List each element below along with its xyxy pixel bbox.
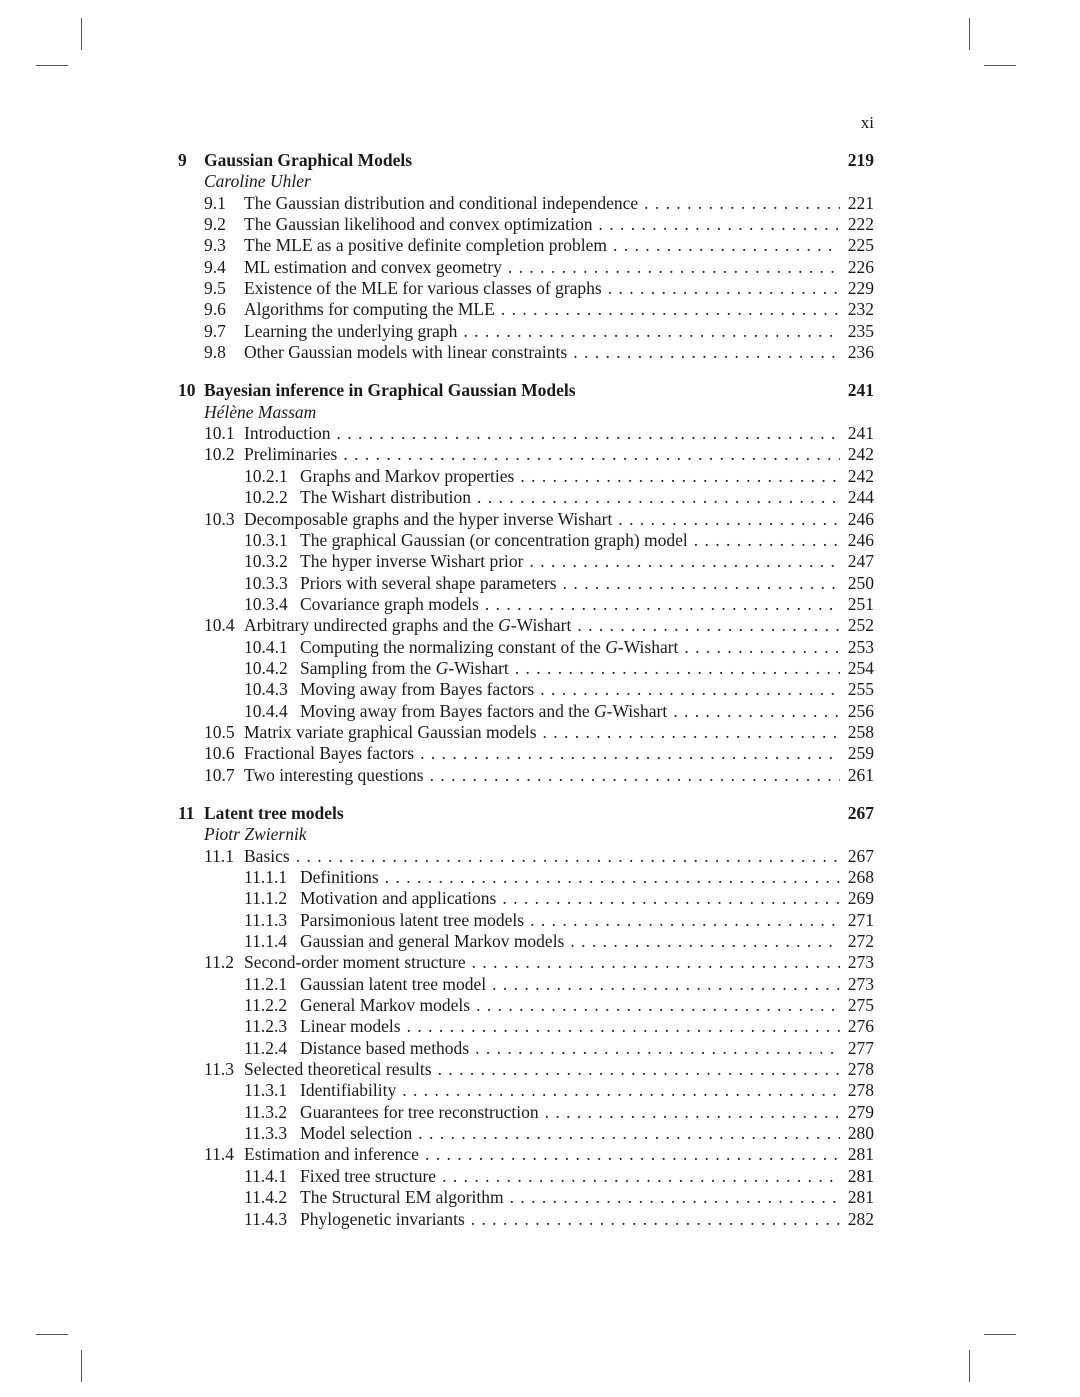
entry-page: 242 xyxy=(847,465,874,486)
dot-leader xyxy=(504,1187,840,1208)
chapter-number: 10 xyxy=(178,380,196,401)
crop-mark-bottom-right-vertical xyxy=(969,1350,970,1382)
crop-mark-top-left-horizontal xyxy=(36,65,68,66)
subsection-entry[interactable] xyxy=(178,1166,874,1187)
entry-title: The Structural EM algorithm xyxy=(300,1187,504,1208)
section-entry[interactable] xyxy=(178,722,874,743)
subsection-entry[interactable] xyxy=(178,530,874,551)
entry-page: 261 xyxy=(847,764,874,785)
entry-number: 10.2.1 xyxy=(244,465,288,486)
section-entry[interactable] xyxy=(178,235,874,256)
subsection-entry[interactable] xyxy=(178,1123,874,1144)
entry-number: 10.1 xyxy=(204,423,235,444)
entry-title: Motivation and applications xyxy=(300,888,497,909)
subsection-entry[interactable] xyxy=(178,466,874,487)
dot-leader xyxy=(469,1038,840,1059)
chapter-author: Hélène Massam xyxy=(204,401,317,422)
dot-leader xyxy=(379,867,840,888)
entry-title: The Gaussian likelihood and convex optimization xyxy=(244,214,593,235)
entry-number: 11.1.1 xyxy=(244,867,288,887)
entry-title: Identifiability xyxy=(300,1080,397,1101)
dot-leader xyxy=(539,1102,840,1123)
entry-page: 236 xyxy=(847,342,874,363)
dot-leader xyxy=(638,193,840,214)
entry-title: The MLE as a positive definite completion problem xyxy=(244,235,608,256)
dot-leader xyxy=(419,1144,840,1165)
entry-number: 11.4.1 xyxy=(244,1165,288,1186)
entry-page: 226 xyxy=(847,256,874,277)
section-entry[interactable] xyxy=(178,257,874,278)
subsection-entry[interactable] xyxy=(178,888,874,909)
chapter-title: Gaussian Graphical Models xyxy=(204,150,413,170)
subsection-entry[interactable] xyxy=(178,658,874,679)
chapter-9 xyxy=(178,150,874,363)
dot-leader xyxy=(496,888,840,909)
entry-number: 10.3 xyxy=(204,508,235,529)
chapter-page: 267 xyxy=(847,802,874,823)
entry-page: 251 xyxy=(847,593,874,614)
dot-leader xyxy=(436,1166,840,1187)
dot-leader xyxy=(457,321,840,342)
entry-number: 11.1 xyxy=(204,845,234,866)
entry-number: 10.3.1 xyxy=(244,529,288,550)
section-entry[interactable] xyxy=(178,509,874,530)
section-entry[interactable] xyxy=(178,743,874,764)
section-entry[interactable] xyxy=(178,214,874,235)
entry-page: 225 xyxy=(847,235,874,256)
section-entry[interactable] xyxy=(178,846,874,867)
entry-page: 246 xyxy=(847,529,874,550)
entry-title: Introduction xyxy=(244,423,331,444)
entry-title: Distance based methods xyxy=(300,1037,470,1058)
entry-number: 11.3.3 xyxy=(244,1123,288,1144)
section-entry[interactable] xyxy=(178,278,874,299)
chapter-page: 219 xyxy=(847,150,874,170)
dot-leader xyxy=(602,278,840,299)
entry-title: Definitions xyxy=(300,867,379,887)
entry-number: 10.3.4 xyxy=(244,593,288,614)
crop-mark-top-right-vertical xyxy=(969,18,970,50)
entry-number: 9.2 xyxy=(204,214,226,235)
entry-page: 235 xyxy=(847,320,874,341)
entry-page: 258 xyxy=(847,721,874,742)
dot-leader xyxy=(479,594,840,615)
crop-mark-bottom-left-vertical xyxy=(81,1350,82,1382)
entry-title: Priors with several shape parameters xyxy=(300,572,557,593)
entry-number: 11.4.2 xyxy=(244,1187,288,1208)
entry-page: 276 xyxy=(847,1016,874,1037)
entry-number: 10.4.4 xyxy=(244,700,288,721)
dot-leader xyxy=(414,743,840,764)
section-entry[interactable] xyxy=(178,423,874,444)
dot-leader xyxy=(470,995,840,1016)
entry-page: 281 xyxy=(847,1144,874,1165)
section-entry[interactable] xyxy=(178,444,874,465)
entry-number: 9.4 xyxy=(204,256,226,277)
entry-title: Moving away from Bayes factors xyxy=(300,679,535,700)
chapter-number: 11 xyxy=(178,802,195,823)
entry-page: 244 xyxy=(847,487,874,508)
section-entry[interactable] xyxy=(178,765,874,786)
entry-page: 242 xyxy=(847,444,874,465)
dot-leader xyxy=(688,530,840,551)
entry-page: 255 xyxy=(847,679,874,700)
page-number: xi xyxy=(860,113,874,132)
section-entry[interactable] xyxy=(178,342,874,363)
entry-title: Linear models xyxy=(300,1016,401,1037)
entry-page: 267 xyxy=(847,845,874,866)
entry-number: 11.2.4 xyxy=(244,1037,288,1058)
entry-page: 254 xyxy=(847,657,874,678)
entry-page: 229 xyxy=(847,278,874,299)
dot-leader xyxy=(557,573,840,594)
dot-leader xyxy=(667,701,840,722)
entry-title: ML estimation and convex geometry xyxy=(244,256,502,277)
entry-number: 11.3.1 xyxy=(244,1080,288,1101)
entry-number: 9.5 xyxy=(204,278,226,299)
entry-number: 11.3.2 xyxy=(244,1101,288,1122)
entry-number: 11.2.1 xyxy=(244,973,288,994)
entry-page: 281 xyxy=(847,1187,874,1208)
dot-leader xyxy=(523,551,840,572)
entry-page: 259 xyxy=(847,743,874,764)
entry-page: 282 xyxy=(847,1208,874,1229)
chapter-author: Caroline Uhler xyxy=(204,171,311,192)
entry-number: 10.4 xyxy=(204,615,235,636)
subsection-entry[interactable] xyxy=(178,1187,874,1208)
entry-page: 272 xyxy=(847,931,874,952)
entry-title: Graphs and Markov properties xyxy=(300,465,515,486)
entry-page: 278 xyxy=(847,1080,874,1101)
entry-page: 269 xyxy=(847,888,874,909)
chapter-heading[interactable] xyxy=(178,380,874,401)
dot-leader xyxy=(432,1059,840,1080)
entry-page: 247 xyxy=(847,551,874,572)
dot-leader xyxy=(396,1080,840,1101)
subsection-entry[interactable] xyxy=(178,867,874,888)
crop-mark-bottom-right-horizontal xyxy=(984,1334,1016,1335)
entry-page: 271 xyxy=(847,909,874,930)
chapter-author: Piotr Zwiernik xyxy=(204,824,307,845)
entry-number: 9.7 xyxy=(204,320,226,341)
subsection-entry[interactable] xyxy=(178,701,874,722)
entry-title: Estimation and inference xyxy=(244,1144,419,1165)
entry-page: 222 xyxy=(847,214,874,235)
entry-number: 11.2 xyxy=(204,952,234,973)
subsection-entry[interactable] xyxy=(178,1209,874,1230)
entry-title: Phylogenetic invariants xyxy=(300,1208,465,1229)
subsection-entry[interactable] xyxy=(178,931,874,952)
entry-title: Selected theoretical results xyxy=(244,1059,432,1080)
dot-leader xyxy=(514,466,840,487)
dot-leader xyxy=(592,214,840,235)
dot-leader xyxy=(401,1016,840,1037)
dot-leader xyxy=(537,722,840,743)
entry-page: 256 xyxy=(847,700,874,721)
chapter-number: 9 xyxy=(178,150,187,170)
entry-number: 9.3 xyxy=(204,235,226,256)
entry-number: 10.4.3 xyxy=(244,679,288,700)
subsection-entry[interactable] xyxy=(178,1016,874,1037)
dot-leader xyxy=(607,235,840,256)
chapter-heading[interactable] xyxy=(178,803,874,824)
section-entry[interactable] xyxy=(178,1059,874,1080)
subsection-entry[interactable] xyxy=(178,487,874,508)
entry-page: 246 xyxy=(847,508,874,529)
section-entry[interactable] xyxy=(178,299,874,320)
subsection-entry[interactable] xyxy=(178,1080,874,1101)
entry-number: 10.6 xyxy=(204,743,235,764)
dot-leader xyxy=(337,444,840,465)
entry-number: 10.3.2 xyxy=(244,551,288,572)
entry-title: The hyper inverse Wishart prior xyxy=(300,551,524,572)
entry-number: 10.3.3 xyxy=(244,572,288,593)
entry-title: Matrix variate graphical Gaussian models xyxy=(244,721,537,742)
subsection-entry[interactable] xyxy=(178,573,874,594)
subsection-entry[interactable] xyxy=(178,1102,874,1123)
crop-mark-bottom-left-horizontal xyxy=(36,1334,68,1335)
entry-title: Second-order moment structure xyxy=(244,952,466,973)
entry-page: 277 xyxy=(847,1037,874,1058)
entry-page: 221 xyxy=(847,192,874,213)
entry-number: 11.1.3 xyxy=(244,909,288,930)
entry-title: Existence of the MLE for various classes of graphs xyxy=(244,278,602,299)
dot-leader xyxy=(534,679,840,700)
entry-title: Covariance graph models xyxy=(300,593,479,614)
dot-leader xyxy=(486,974,840,995)
entry-number: 11.1.2 xyxy=(244,888,288,909)
entry-number: 11.4.3 xyxy=(244,1208,288,1229)
entry-page: 273 xyxy=(847,952,874,973)
entry-page: 268 xyxy=(847,867,874,887)
entry-page: 232 xyxy=(847,299,874,320)
entry-title: Sampling from the G-Wishart xyxy=(300,657,509,678)
entry-title: Two interesting questions xyxy=(244,764,424,785)
dot-leader xyxy=(495,299,840,320)
entry-title: Arbitrary undirected graphs and the G-Wishart xyxy=(244,615,572,636)
entry-number: 11.2.3 xyxy=(244,1016,288,1037)
subsection-entry[interactable] xyxy=(178,974,874,995)
entry-title: Basics xyxy=(244,845,290,866)
crop-mark-top-right-horizontal xyxy=(984,65,1016,66)
chapter-10 xyxy=(178,380,874,786)
dot-leader xyxy=(612,509,840,530)
entry-page: 280 xyxy=(847,1123,874,1144)
dot-leader xyxy=(678,637,840,658)
entry-page: 250 xyxy=(847,572,874,593)
dot-leader xyxy=(571,615,840,636)
entry-title: Parsimonious latent tree models xyxy=(300,909,525,930)
dot-leader xyxy=(424,765,840,786)
dot-leader xyxy=(502,257,840,278)
dot-leader xyxy=(290,846,840,867)
entry-page: 253 xyxy=(847,636,874,657)
dot-leader xyxy=(331,423,840,444)
entry-page: 273 xyxy=(847,973,874,994)
chapter-heading[interactable] xyxy=(178,150,874,171)
entry-page: 278 xyxy=(847,1059,874,1080)
entry-title: The Wishart distribution xyxy=(300,487,472,508)
entry-number: 11.3 xyxy=(204,1059,234,1080)
entry-number: 10.4.2 xyxy=(244,657,288,678)
section-entry[interactable] xyxy=(178,193,874,214)
subsection-entry[interactable] xyxy=(178,679,874,700)
entry-number: 10.2 xyxy=(204,444,235,465)
entry-page: 279 xyxy=(847,1101,874,1122)
entry-title: Fixed tree structure xyxy=(300,1165,437,1186)
entry-number: 9.1 xyxy=(204,192,226,213)
entry-title: Decomposable graphs and the hyper inverse Wishart xyxy=(244,508,613,529)
table-of-contents xyxy=(178,150,874,1230)
section-entry[interactable] xyxy=(178,321,874,342)
section-entry[interactable] xyxy=(178,615,874,636)
entry-title: Moving away from Bayes factors and the G-Wishart xyxy=(300,700,668,721)
entry-title: The Gaussian distribution and conditional independence xyxy=(244,192,639,213)
entry-title: General Markov models xyxy=(300,995,471,1016)
entry-title: Gaussian latent tree model xyxy=(300,973,487,994)
chapter-page: 241 xyxy=(847,380,874,401)
section-entry[interactable] xyxy=(178,1144,874,1165)
chapter-title: Latent tree models xyxy=(204,802,344,823)
dot-leader xyxy=(564,931,840,952)
chapter-title: Bayesian inference in Graphical Gaussian Models xyxy=(204,380,576,401)
crop-mark-top-left-vertical xyxy=(81,18,82,50)
section-entry[interactable] xyxy=(178,952,874,973)
entry-title: Computing the normalizing constant of the G-Wishart xyxy=(300,636,679,657)
chapter-11 xyxy=(178,803,874,1230)
entry-number: 11.1.4 xyxy=(244,931,288,952)
entry-number: 10.2.2 xyxy=(244,487,288,508)
subsection-entry[interactable] xyxy=(178,910,874,931)
subsection-entry[interactable] xyxy=(178,637,874,658)
entry-title: Guarantees for tree reconstruction xyxy=(300,1101,539,1122)
entry-number: 9.6 xyxy=(204,299,226,320)
entry-title: Gaussian and general Markov models xyxy=(300,931,565,952)
entry-title: The graphical Gaussian (or concentration graph) model xyxy=(300,529,688,550)
entry-page: 252 xyxy=(847,615,874,636)
entry-title: Model selection xyxy=(300,1123,413,1144)
dot-leader xyxy=(524,910,840,931)
dot-leader xyxy=(567,342,840,363)
subsection-entry[interactable] xyxy=(178,594,874,615)
entry-title: Learning the underlying graph xyxy=(244,320,458,341)
dot-leader xyxy=(465,1209,840,1230)
entry-number: 11.2.2 xyxy=(244,995,288,1016)
dot-leader xyxy=(412,1123,840,1144)
subsection-entry[interactable] xyxy=(178,551,874,572)
entry-page: 275 xyxy=(847,995,874,1016)
entry-number: 9.8 xyxy=(204,342,226,363)
dot-leader xyxy=(466,952,840,973)
entry-number: 11.4 xyxy=(204,1144,234,1165)
entry-number: 10.7 xyxy=(204,764,235,785)
dot-leader xyxy=(509,658,840,679)
entry-title: Preliminaries xyxy=(244,444,338,465)
entry-number: 10.5 xyxy=(204,721,235,742)
dot-leader xyxy=(471,487,840,508)
entry-page: 281 xyxy=(847,1165,874,1186)
subsection-entry[interactable] xyxy=(178,995,874,1016)
entry-title: Other Gaussian models with linear constraints xyxy=(244,342,568,363)
entry-number: 10.4.1 xyxy=(244,636,288,657)
entry-page: 241 xyxy=(847,423,874,444)
entry-title: Algorithms for computing the MLE xyxy=(244,299,495,320)
entry-title: Fractional Bayes factors xyxy=(244,743,415,764)
subsection-entry[interactable] xyxy=(178,1038,874,1059)
